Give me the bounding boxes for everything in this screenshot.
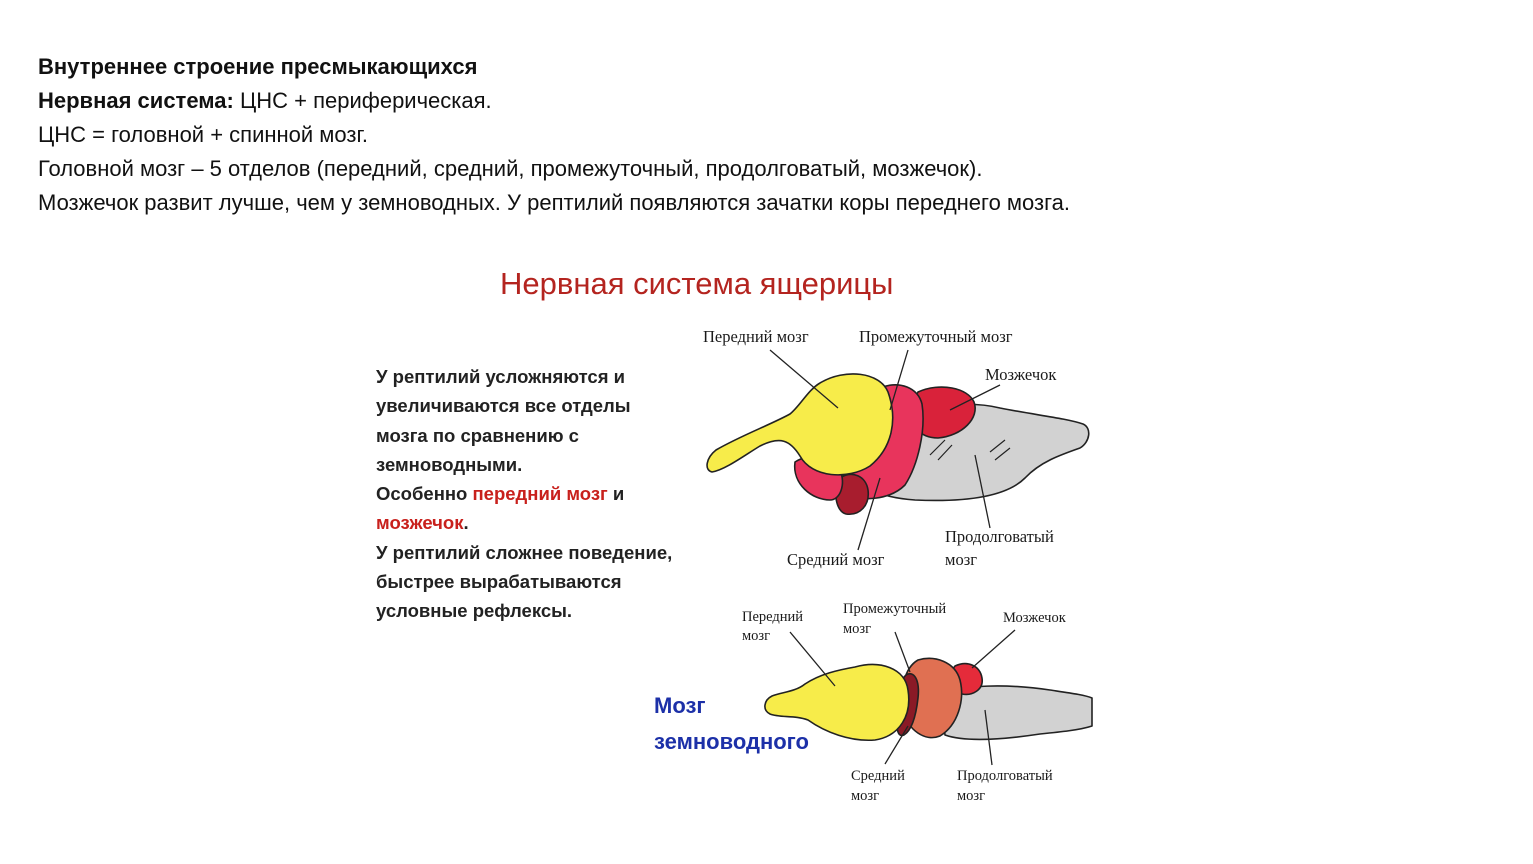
description-paragraph-3: У рептилий сложнее поведение, быстрее вырабатываются условные рефлексы.: [376, 541, 673, 622]
amphibian-caption-line-1: Мозг: [654, 693, 706, 718]
highlight-forebrain: передний мозг: [472, 483, 608, 505]
cns-line: ЦНС = головной + спинной мозг.: [38, 122, 368, 147]
amphibian-label-medulla-line-1: Продолговатый: [957, 768, 1053, 784]
cerebellum-line: Мозжечок развит лучше, чем у земноводных. У рептилий появляются зачатки коры переднего мозга.: [38, 190, 1071, 215]
description-p2-start: Особенно: [376, 483, 473, 505]
amphibian-label-forebrain-line-2: мозг: [742, 628, 771, 644]
amphibian-leader-cerebellum: [972, 630, 1015, 668]
lizard-label-medulla-line-1: Продолговатый: [945, 527, 1054, 546]
amphibian-label-medulla-line-2: мозг: [957, 788, 986, 804]
amphibian-label-diencephalon-line-2: мозг: [843, 621, 872, 637]
amphibian-label-diencephalon-line-1: Промежуточный: [843, 601, 947, 617]
amphibian-label-cerebellum: Мозжечок: [1003, 610, 1066, 626]
amphibian-label-forebrain-line-1: Передний: [742, 609, 804, 625]
amphibian-label-midbrain-line-2: мозг: [851, 788, 880, 804]
page-title: Внутреннее строение пресмыкающихся: [38, 54, 478, 79]
nervous-system-text: ЦНС + периферическая.: [233, 88, 492, 113]
lizard-brain: [707, 374, 1089, 514]
lizard-label-midbrain: Средний мозг: [787, 550, 885, 569]
amphibian-label-midbrain-line-1: Средний: [851, 768, 905, 784]
lizard-label-cerebellum: Мозжечок: [985, 365, 1057, 384]
description-paragraph-1: У рептилий усложняются и увеличиваются все отделы мозга по сравнению с земноводными.: [376, 366, 631, 475]
lizard-label-medulla-line-2: мозг: [945, 550, 977, 569]
amphibian-leader-forebrain: [790, 632, 835, 686]
amphibian-forebrain: [765, 665, 909, 741]
amphibian-caption-line-2: земноводного: [654, 729, 809, 754]
description-p2-end: .: [463, 512, 469, 534]
nervous-system-label: Нервная система:: [38, 88, 234, 113]
brain-sections-line: Головной мозг – 5 отделов (передний, средний, промежуточный, продолговатый, мозжечок).: [38, 156, 983, 181]
highlight-cerebellum: мозжечок: [376, 512, 464, 534]
amphibian-brain: [765, 658, 1092, 740]
lizard-label-diencephalon: Промежуточный мозг: [859, 327, 1013, 346]
diagram-title: Нервная система ящерицы: [500, 266, 894, 301]
amphibian-leader-diencephalon: [895, 632, 910, 672]
description-p2-mid: и: [607, 483, 625, 505]
lizard-label-forebrain: Передний мозг: [703, 327, 809, 346]
